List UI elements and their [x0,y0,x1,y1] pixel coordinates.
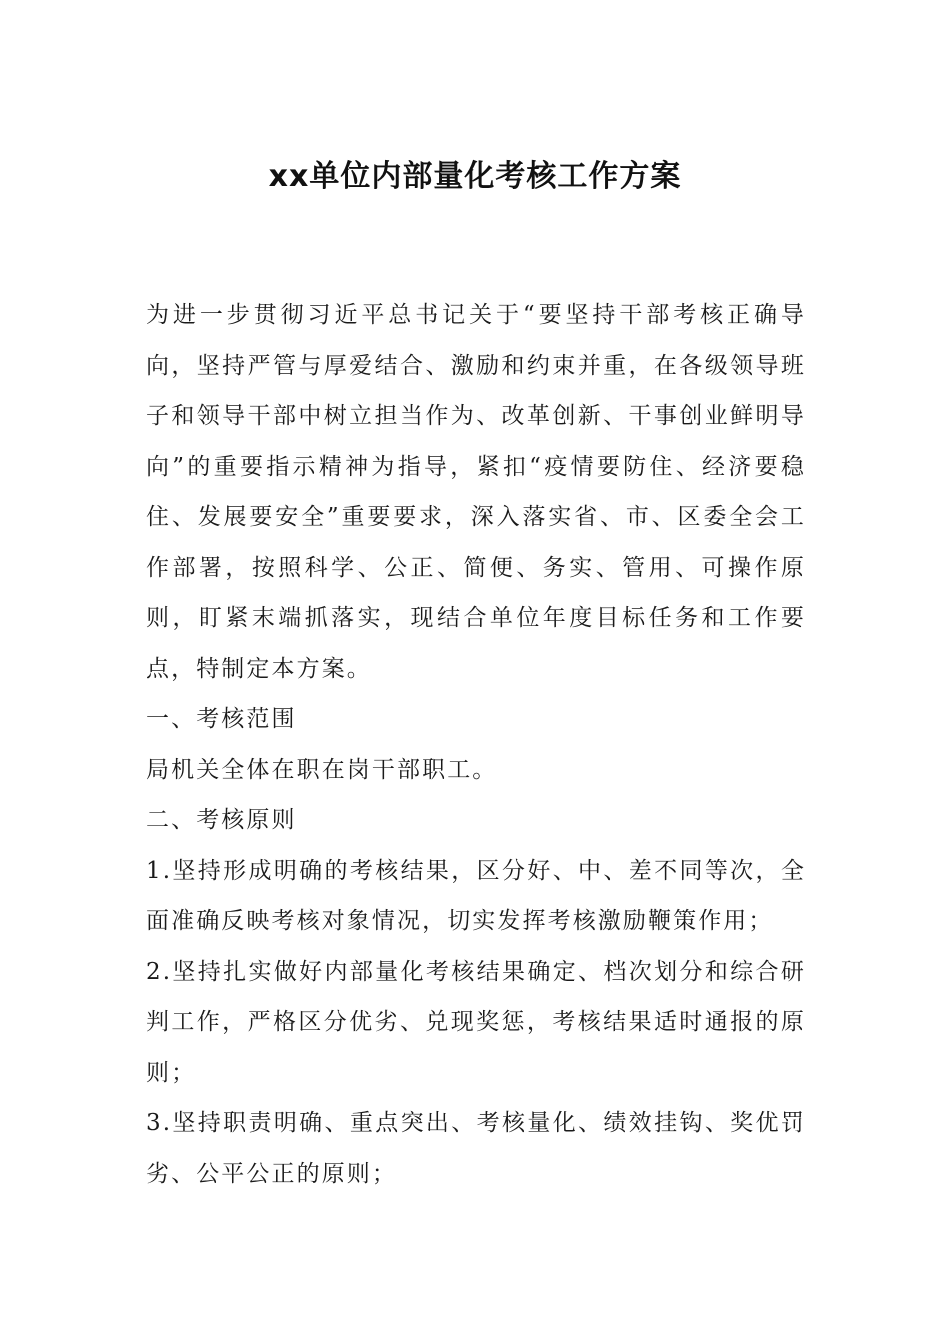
intro-paragraph: 为进一步贯彻习近平总书记关于“要坚持干部考核正确导向，坚持严管与厚爱结合、激励和约束并重，在各级领导班子和领导干部中树立担当作为、改革创新、干事创业鲜明导向”的重要指示精神为指导，紧扣“疫情要防住、经济要稳住、发展要安全”重要要求，深入落实省、市、区委全会工作部署，按照科学、公正、简便、务实、管用、可操作原则，盯紧末端抓落实，现结合单位年度目标任务和工作要点，特制定本方案。 [146,302,806,682]
principle-item-2: 2.坚持扎实做好内部量化考核结果确定、档次划分和综合研判工作，严格区分优劣、兑现奖惩，考核结果适时通报的原则； [146,958,806,1086]
section-heading-scope: 一、考核范围 [146,706,297,732]
document-title: xx单位内部量化考核工作方案 [268,159,682,194]
principle-item-1: 1.坚持形成明确的考核结果，区分好、中、差不同等次，全面准确反映考核对象情况，切实发挥考核激励鞭策作用； [146,857,806,934]
scope-paragraph: 局机关全体在职在岗干部职工。 [146,756,498,783]
principle-item-3: 3.坚持职责明确、重点突出、考核量化、绩效挂钩、奖优罚劣、公平公正的原则； [146,1110,806,1187]
section-heading-principles: 二、考核原则 [146,807,297,833]
document-body [146,290,806,1199]
